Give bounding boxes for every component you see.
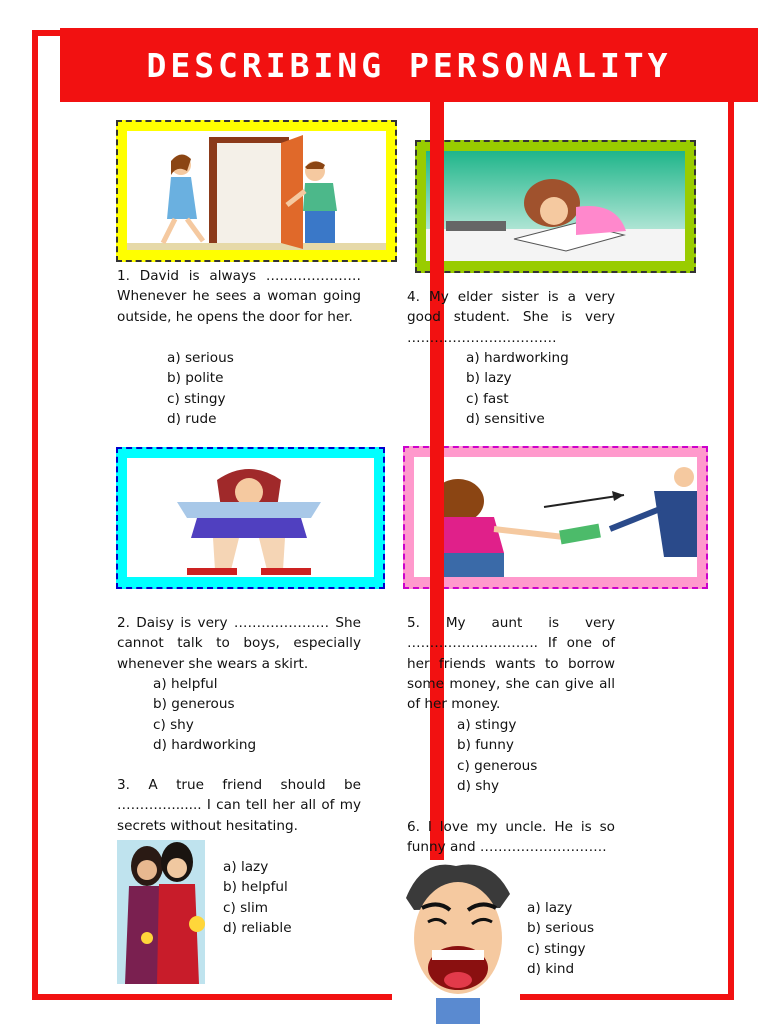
q5-option-a[interactable]: a) stingy bbox=[457, 717, 517, 733]
question-1-text: 1. David is always ………………… Whenever he sees a woman going outside, he opens the door for her. bbox=[117, 268, 361, 325]
question-2 bbox=[117, 613, 361, 674]
q3-option-c[interactable]: c) slim bbox=[223, 899, 268, 916]
laughing-man-picture bbox=[392, 858, 520, 1024]
two-friends-picture bbox=[117, 840, 205, 984]
q6-option-b[interactable]: b) serious bbox=[527, 920, 595, 937]
q5-option-c[interactable]: c) generous bbox=[457, 757, 538, 774]
q1-option-c[interactable]: c) stingy bbox=[167, 390, 226, 407]
title-banner bbox=[60, 28, 758, 102]
question-1 bbox=[117, 266, 361, 327]
q2-option-a[interactable]: a) helpful bbox=[153, 676, 218, 692]
q2-option-d[interactable]: d) hardworking bbox=[153, 736, 257, 753]
question-1-options bbox=[167, 348, 234, 429]
q4-option-d[interactable]: d) sensitive bbox=[466, 410, 545, 427]
q3-option-b[interactable]: b) helpful bbox=[223, 879, 288, 896]
question-2-text: 2. Daisy is very ………………… She cannot talk to boys, especially whenever she wears a skirt. bbox=[117, 615, 361, 672]
question-3-text: 3. A true friend should be …………....... I can tell her all of my secrets without hesitating. bbox=[117, 777, 361, 834]
question-4-options bbox=[466, 348, 569, 429]
q4-option-a[interactable]: a) hardworking bbox=[466, 350, 569, 366]
q4-option-b[interactable]: b) lazy bbox=[466, 370, 512, 387]
question-5-text: 5. My aunt is very ……………………….. If one of her friends wants to borrow some money, she can give all of her money. bbox=[407, 615, 615, 713]
q2-option-b[interactable]: b) generous bbox=[153, 696, 235, 713]
q4-option-c[interactable]: c) fast bbox=[466, 390, 509, 407]
shy-girl-picture bbox=[116, 447, 385, 589]
question-5-options bbox=[457, 715, 537, 796]
page-title: DESCRIBING PERSONALITY bbox=[146, 45, 672, 85]
question-3 bbox=[117, 775, 361, 836]
q6-option-a[interactable]: a) lazy bbox=[527, 900, 573, 916]
question-4-text: 4. My elder sister is a very good student. She is very …………………………… bbox=[407, 289, 615, 346]
q1-option-d[interactable]: d) rude bbox=[167, 410, 217, 427]
center-divider bbox=[430, 100, 444, 860]
question-5 bbox=[407, 613, 615, 714]
question-6 bbox=[407, 817, 615, 858]
question-6-options bbox=[527, 898, 594, 979]
q1-option-b[interactable]: b) polite bbox=[167, 370, 224, 387]
q6-option-d[interactable]: d) kind bbox=[527, 960, 575, 977]
q1-option-a[interactable]: a) serious bbox=[167, 350, 234, 366]
q2-option-c[interactable]: c) shy bbox=[153, 716, 194, 733]
question-2-options bbox=[153, 674, 256, 755]
question-3-options bbox=[223, 857, 292, 938]
q3-option-a[interactable]: a) lazy bbox=[223, 859, 269, 875]
studying-girl-picture bbox=[415, 140, 696, 273]
q5-option-b[interactable]: b) funny bbox=[457, 737, 514, 754]
question-6-text: 6. I love my uncle. He is so funny and ………………………. bbox=[407, 819, 615, 856]
q6-option-c[interactable]: c) stingy bbox=[527, 940, 586, 957]
q5-option-d[interactable]: d) shy bbox=[457, 777, 499, 794]
lending-money-picture bbox=[403, 446, 708, 589]
question-4 bbox=[407, 287, 615, 348]
door-scene-picture bbox=[116, 120, 397, 262]
q3-option-d[interactable]: d) reliable bbox=[223, 919, 292, 936]
